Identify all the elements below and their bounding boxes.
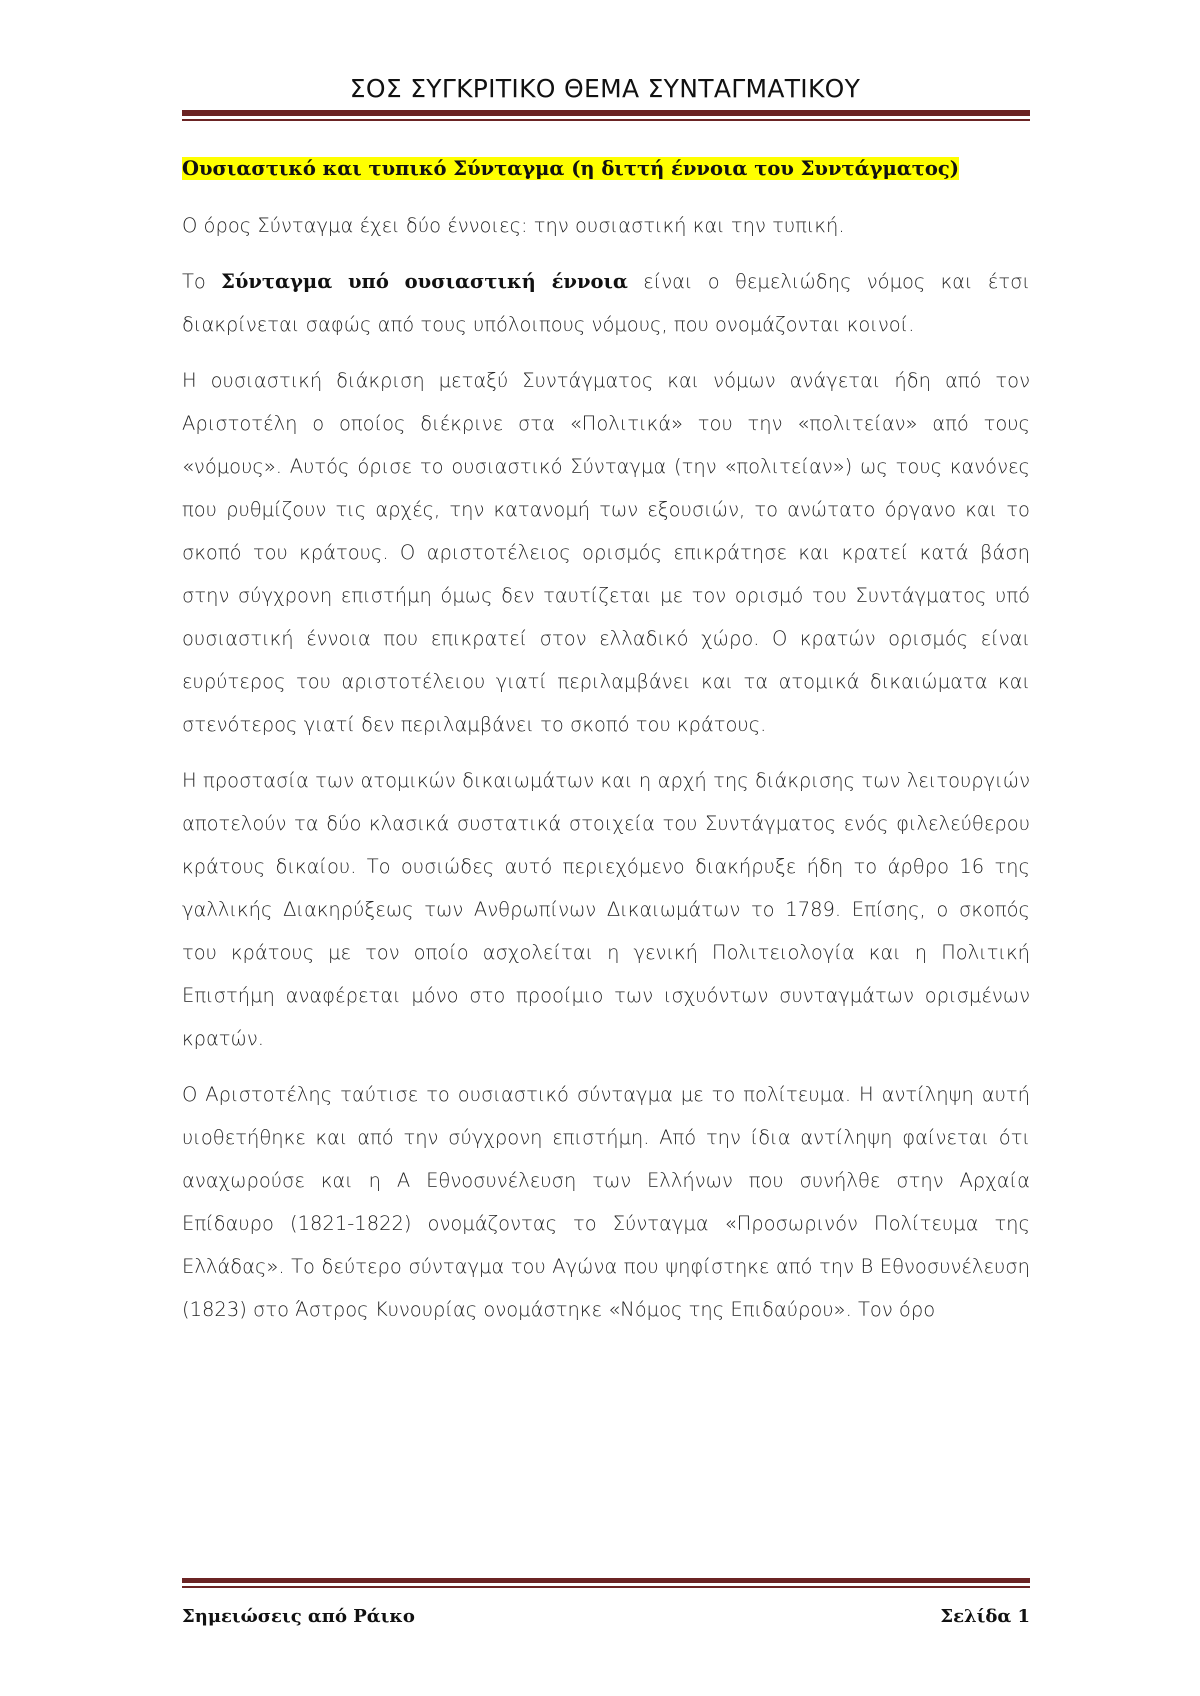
header-rule-thick <box>182 110 1030 116</box>
header-title: ΣΟΣ ΣΥΓΚΡΙΤΙΚΟ ΘΕΜΑ ΣΥΝΤΑΓΜΑΤΙΚΟΥ <box>349 74 861 103</box>
footer-page-number: Σελίδα 1 <box>940 1606 1030 1627</box>
paragraph-2-start: Το <box>182 270 222 293</box>
paragraph-2-bold: Σύνταγμα υπό ουσιαστική έννοια <box>221 270 628 293</box>
footer-author: Σημειώσεις από Ράικο <box>182 1606 415 1627</box>
paragraph-3: Η ουσιαστική διάκριση μεταξύ Συντάγματος και νόμων ανάγεται ήδη από τον Αριστοτέλη ο οποίος διέκρινε στα «Πολιτικά» του την «πολιτείαν» από τους «νόμους». Αυτός όρισε το ουσιαστικό Σύνταγμα (την «πολιτείαν») ως τους κανόνες που ρυθμίζουν τις αρχές, την κατανομή των εξουσιών, το ανώτατο όργανο και το σκοπό του κράτους. Ο αριστοτέλειος ορισμός επικράτησε και κρατεί κατά βάση στην σύγχρονη επιστήμη όμως δεν ταυτίζεται με τον ορισμό του Συντάγματος υπό ουσιαστική έννοια που επικρατεί στον ελλαδικό χώρο. Ο κρατών ορισμός είναι ευρύτερος του αριστοτέλειου γιατί περιλαμβάνει και τα ατομικά δικαιώματα και στενότερος γιατί δεν περιλαμβάνει το σκοπό του κράτους. <box>182 369 1030 736</box>
paragraph-5: Ο Αριστοτέλης ταύτισε το ουσιαστικό σύνταγμα με το πολίτευμα. Η αντίληψη αυτή υιοθετήθηκε και από την σύγχρονη επιστήμη. Από την ίδια αντίληψη φαίνεται ότι αναχωρούσε και η Α Εθνοσυνέλευση των Ελλήνων που συνήλθε στην Αρχαία Επίδαυρο (1821-1822) ονομάζοντας το Σύνταγμα «Προσωρινόν Πολίτευμα της Ελλάδας». Το δεύτερο σύνταγμα του Αγώνα που ψηφίστηκε από την Β Εθνοσυνέλευση (1823) στο Άστρος Κυνουρίας ονομάστηκε «Νόμος της Επιδαύρου». Τον όρο <box>182 1083 1030 1321</box>
section-heading <box>182 148 1030 190</box>
document-body <box>182 148 1030 1344</box>
paragraph-2 <box>182 260 1030 346</box>
header-rule-thin <box>182 119 1030 121</box>
paragraph-2-end: είναι ο θεμελιώδης νόμος και έτσι διακρίνεται σαφώς από τους υπόλοιπους νόμους, που ονομάζονται κοινοί. <box>182 270 1031 336</box>
section-heading-text: Ουσιαστικό και τυπικό Σύνταγμα (η διττή έννοια του Συντάγματος) <box>182 157 960 180</box>
paragraph-1: Ο όρος Σύνταγμα έχει δύο έννοιες: την ουσιαστική και την τυπική. <box>182 214 845 237</box>
footer-rule-thin <box>182 1586 1030 1588</box>
footer-rule-thick <box>182 1578 1030 1583</box>
paragraph-4: Η προστασία των ατομικών δικαιωμάτων και η αρχή της διάκρισης των λειτουργιών αποτελούν τα δύο κλασικά συστατικά στοιχεία του Συντάγματος ενός φιλελεύθερου κράτους δικαίου. Το ουσιώδες αυτό περιεχόμενο διακήρυξε ήδη το άρθρο 16 της γαλλικής Διακηρύξεως των Ανθρωπίνων Δικαιωμάτων το 1789. Επίσης, ο σκοπός του κράτους με τον οποίο ασχολείται η γενική Πολιτειολογία και η Πολιτική Επιστήμη αναφέρεται μόνο στο προοίμιο των ισχυόντων συνταγμάτων ορισμένων κρατών. <box>182 769 1030 1050</box>
